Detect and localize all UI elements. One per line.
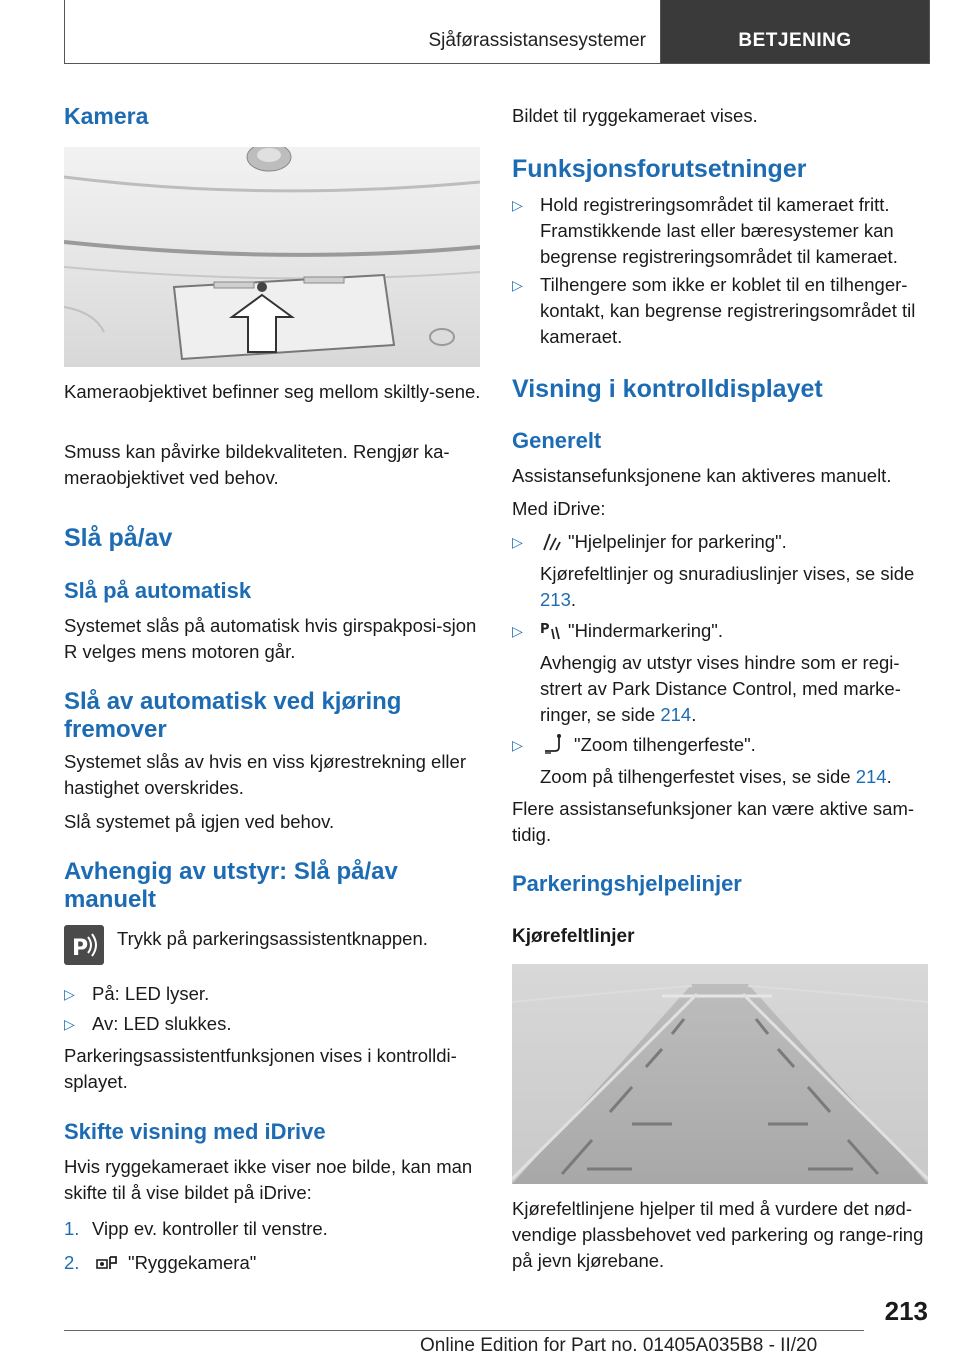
bullet-icon: ▷ <box>64 986 75 1002</box>
heading-kjorefeltlinjer: Kjørefeltlinjer <box>512 926 635 947</box>
heading-slaa-av-automatisk: Slå av automatisk ved kjøring fremover <box>64 688 402 743</box>
page-link[interactable]: 214 <box>855 766 887 787</box>
paragraph-obstacle-info: Avhengig av utstyr vises hindre som er regi-strert av Park Distance Control, med marke-ringer, se side 214. <box>540 652 901 725</box>
tow-hitch-zoom-icon <box>540 733 568 755</box>
page-link[interactable]: 213 <box>540 589 571 610</box>
bullet-icon: ▷ <box>512 534 523 550</box>
footer-edition: Online Edition for Part no. 01405A035B8 - II/20 <box>420 1335 818 1356</box>
svg-text:P: P <box>72 936 89 961</box>
heading-manuelt: Avhengig av utstyr: Slå på/av manuelt <box>64 858 398 913</box>
bullet-icon: ▷ <box>512 197 523 213</box>
list-item: ▷ Hold registreringsområdet til kameraet fritt. Framstikkende last eller bæresystemer kan begrense registreringsområdet til kameraet. <box>512 194 898 267</box>
bullet-icon: ▷ <box>512 737 523 753</box>
page-number: 213 <box>884 1296 928 1326</box>
list-item: 1. Vipp ev. kontroller til venstre. <box>64 1218 328 1239</box>
rear-camera-icon <box>92 1251 122 1273</box>
heading-kamera: Kamera <box>64 103 149 129</box>
paragraph-lane-lines-info: Kjørefeltlinjene hjelper til med å vurdere det nød-vendige plassbehovet ved parkering og range-ring på jevn kjørebane. <box>512 1198 924 1271</box>
paragraph-switch-view: Hvis ryggekameraet ikke viser noe bilde, kan man skifte til å vise bildet på iDrive: <box>64 1156 473 1203</box>
paragraph-manual-activation: Assistansefunksjonene kan aktiveres manuelt. <box>512 465 892 486</box>
svg-text:P: P <box>540 622 550 637</box>
camera-photo <box>64 147 480 367</box>
footer-divider <box>64 1330 864 1331</box>
paragraph-camera-location: Kameraobjektivet befinner seg mellom skiltly-sene. <box>64 381 481 402</box>
obstacle-marking-icon <box>540 619 562 641</box>
list-item: ▷ "Hjelpelinjer for parkering". <box>512 529 932 555</box>
heading-slaa-paa-av: Slå på/av <box>64 524 173 552</box>
heading-parkeringshjelpelinjer: Parkeringshjelpelinjer <box>512 871 742 896</box>
list-item: ▷ Tilhengere som ikke er koblet til en tilhenger-kontakt, kan begrense registreringsområdet til kameraet. <box>512 274 916 347</box>
list-item: ▷ Av: LED slukkes. <box>64 1011 482 1037</box>
lane-lines-image <box>512 964 928 1184</box>
bullet-icon: ▷ <box>64 1016 75 1032</box>
paragraph-with-idrive: Med iDrive: <box>512 498 606 519</box>
park-assist-button-icon <box>64 925 104 965</box>
list-item: ▷ P "Hindermarkering". <box>512 618 932 644</box>
list-item: ▷ "Zoom tilhengerfeste". <box>512 732 932 758</box>
heading-generelt: Generelt <box>512 428 602 453</box>
paragraph-parking-lines-info: Kjørefeltlinjer og snuradiuslinjer vises, se side 213. <box>540 563 915 610</box>
chapter-title: Sjåførassistansesystemer <box>65 0 661 63</box>
page-link[interactable]: 214 <box>660 704 692 725</box>
heading-skifte-visning: Skifte visning med iDrive <box>64 1119 326 1144</box>
list-item: 2. "Ryggekamera" <box>64 1252 257 1273</box>
heading-funksjonsforutsetninger: Funksjonsforutsetninger <box>512 155 807 183</box>
paragraph-press-button: Trykk på parkeringsassistentknappen. <box>117 928 428 949</box>
paragraph-auto-on: Systemet slås på automatisk hvis girspakposi-sjon R velges mens motoren går. <box>64 615 477 662</box>
paragraph-image-shown: Bildet til ryggekameraet vises. <box>512 105 758 126</box>
heading-visning-kontrolldisplay: Visning i kontrolldisplayet <box>512 375 823 403</box>
bullet-icon: ▷ <box>512 623 523 639</box>
paragraph-hitch-info: Zoom på tilhengerfestet vises, se side 214. <box>540 766 892 787</box>
paragraph-camera-cleaning: Smuss kan påvirke bildekvaliteten. Rengjør ka-meraobjektivet ved behov. <box>64 441 450 488</box>
page-header <box>64 0 930 64</box>
paragraph-display-info: Parkeringsassistentfunksjonen vises i kontrolldi-splayet. <box>64 1045 457 1092</box>
list-item: ▷ På: LED lyser. <box>64 981 482 1007</box>
parking-lines-icon <box>540 530 562 552</box>
heading-slaa-paa-automatisk: Slå på automatisk <box>64 578 252 603</box>
bullet-icon: ▷ <box>512 277 523 293</box>
paragraph-auto-off: Systemet slås av hvis en viss kjørestrekning eller hastighet overskrides. <box>64 751 466 798</box>
paragraph-reactivate: Slå systemet på igjen ved behov. <box>64 811 335 832</box>
section-title: BETJENING <box>661 0 929 63</box>
paragraph-multiple-active: Flere assistansefunksjoner kan være aktive sam-tidig. <box>512 798 915 845</box>
